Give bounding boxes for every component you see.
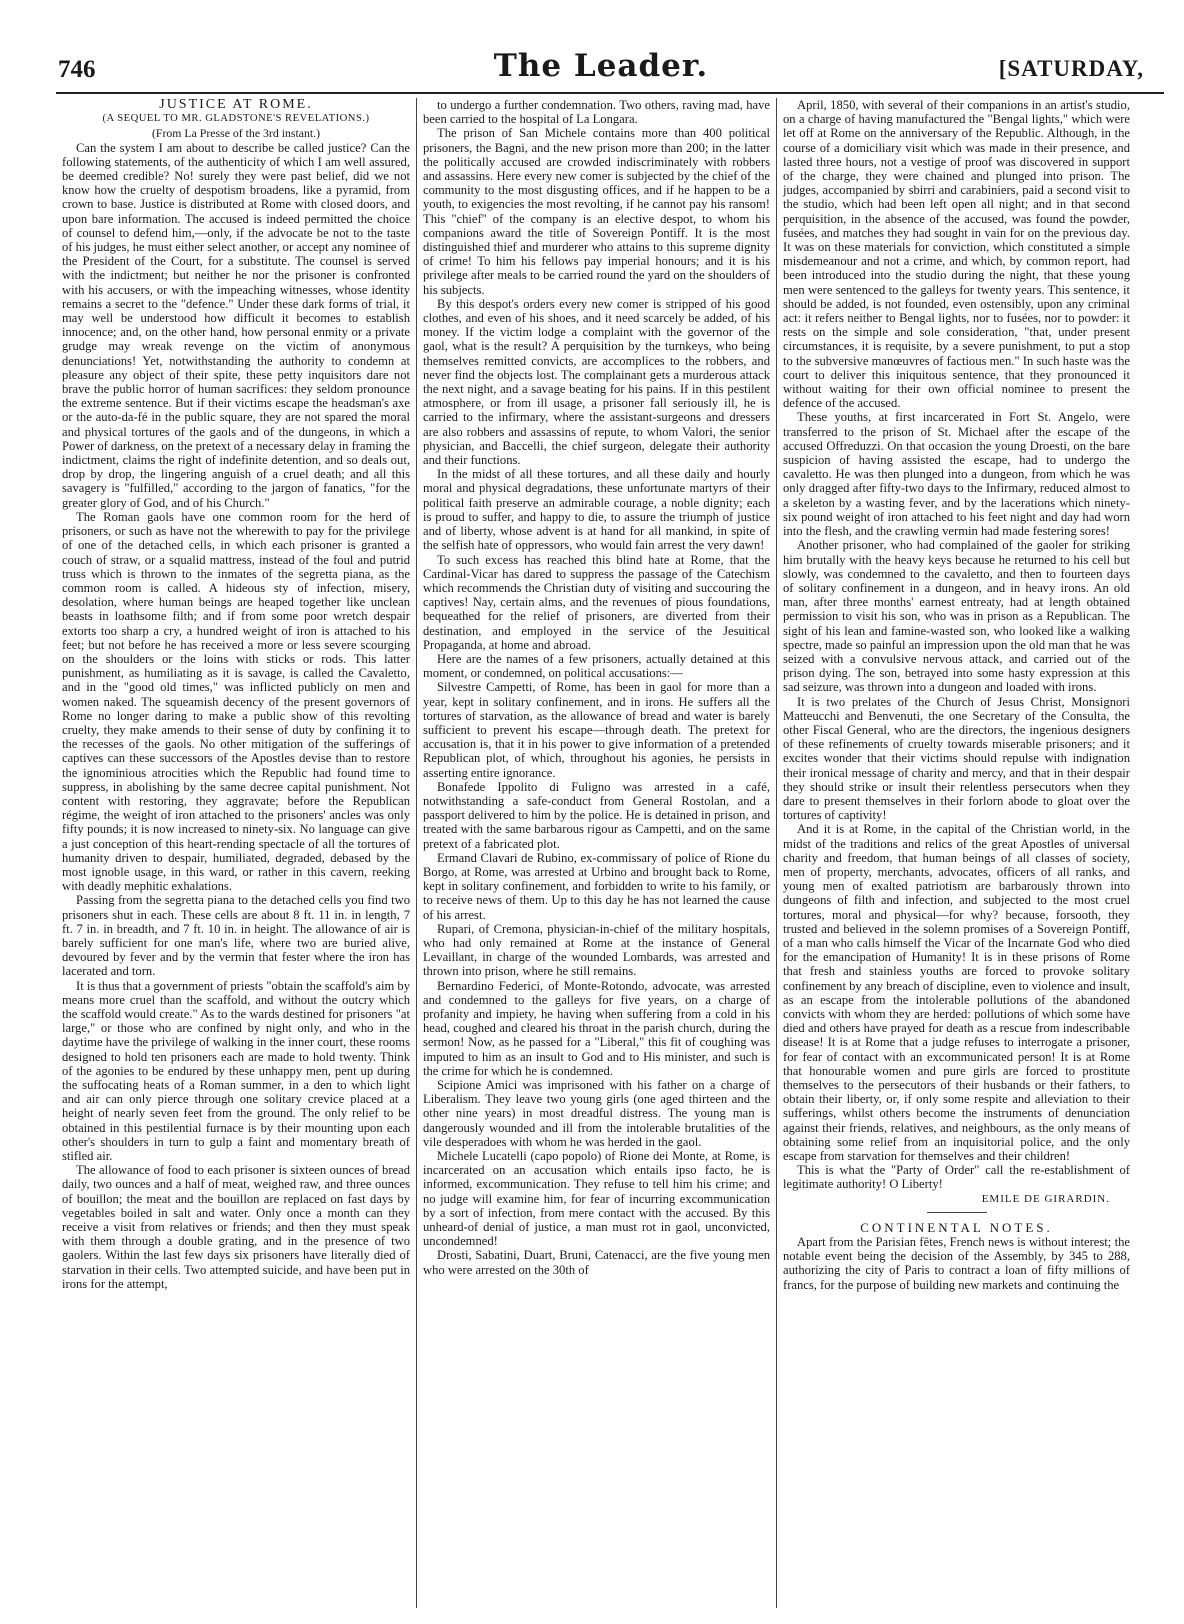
paragraph: This is what the "Party of Order" call the re-establishment of legitimate authority! O Liberty! (783, 1163, 1130, 1192)
paragraph: Bonafede Ippolito di Fuligno was arrested in a café, notwithstanding a safe-conduct from General Rostolan, and a passport delivered to him by the police. He is detained in prison, and treated with the same barbarous rigour as Campetti, and on the same pretext of a fabricated plot. (423, 779, 770, 851)
article-columns (56, 98, 1164, 1608)
paragraph: Can the system I am about to describe be called justice? Can the following statements, of the authenticity of which I am well assured, be deemed credible? No! surely they were past belief, did we not know how the cruelty of despotism broadens, like a pyramid, from crown to base. Justice is distributed at Rome with closed doors, and upon bare information. The accused is indeed permitted the choice of counsel to defend him,—only, if the advocate be not to the taste of his judges, he must either select another, or accept any nominee of the President of the Court, for a substitute. The counsel is served with the indictment; but neither he nor the prisoner is confronted with his accusers, or with the impeaching witnesses, whose identity remains a secret to the "defence." Under these dark forms of trial, it may well be understood how difficult it becomes to establish innocence; and, on the other hand, how personal enmity or a private grudge may wreak revenge on the victim of anonymous denunciations! Yet, notwithstanding the authority to condemn at pleasure any object of their spite, these petty inquisitors dare not brave the public horror of human sacrifices: they seldom pronounce the extreme sentence. But if their victims escape the headsman's axe or the auto-da-fé in the public square, they are not spared the moral and physical tortures of the gaols and of the dungeons, in which a Power of darkness, on the pretext of a necessary delay in framing the indictment, claims the right of indefinite detention, and so deals out, drop by drop, the lingering anguish of a cruel death; and all this savagery is "fulfilled," according to the jargon of fanatics, "for the greater glory of God, and of his Church." (62, 140, 410, 510)
paragraph: It is two prelates of the Church of Jesus Christ, Monsignori Matteucchi and Benvenuti, the one Secretary of the Consulta, the other Fiscal General, who are the directors, the ingenious designers of these refinements of cruelty towards miserable prisoners; and it excites wonder that their victims should repulse with indignation their ironical message of charity and mercy, and that in their despair they should strike or insult their relentless persecutors when they dare to present themselves in their forlorn abode to gloat over the tortures of captivity! (783, 694, 1130, 823)
newspaper-title: The Leader. (493, 48, 709, 84)
section-divider (927, 1212, 987, 1213)
column-3 (776, 98, 1136, 1608)
page-number: 746 (58, 56, 96, 83)
paragraph: Here are the names of a few prisoners, actually detained at this moment, or condemned, on political accusations:— (423, 651, 770, 681)
paragraph: And it is at Rome, in the capital of the Christian world, in the midst of the traditions and relics of the great Apostles of universal charity and freedom, that human beings of all classes of society, men of property, merchants, advocates, officers of all ranks, and young men of exalted patriotism are barbarously thrown into dungeons of filth and infection, and subjected to the most cruel tortures, moral and physical—for why? because, forsooth, they trusted and believed in the solemn promises of a Sovereign Pontiff, of a man who calls himself the Vicar of the Incarnate God who died for the emancipation of Humanity! It is in these prisons of Rome that fresh and stainless youths are forced to provoke solitary confinement by any breach of discipline, even to violence and insult, as an escape from the intolerable pollutions of the abandoned convicts with whom they are herded: pollutions of which some have died and others have prayed for death as a rescue from indescribable disease! It is at Rome that a judge refuses to interrogate a prisoner, for fear of contact with an excommunicated person! It is at Rome that honourable women and pure girls are forced to prostitute themselves to the persecutors of their husbands or their fathers, to obtain their liberty, or, if only some respite and alleviation to their sufferings, whilst others become the instruments of denunciation against their friends, relatives, and neighbours, as the only means of obtaining some relief from an inquisitorial police, and the only escape from starvation for themselves and their children! (783, 822, 1130, 1164)
issue-day: [SATURDAY, (998, 56, 1144, 81)
paragraph: These youths, at first incarcerated in Fort St. Angelo, were transferred to the prison of St. Michael after the escape of the accused Offreduzzi. On that occasion the young Droesti, on the bare suspicion of having assisted the escape, had to undergo the cavaletto. He was then plunged into a dungeon, from which he was only dragged after fifty-two days to the Infirmary, reduced almost to a skeleton by a wasting fever, and by the lacerations which ninety-six pound weight of iron attached to his feet night and day had worn into the flesh, and the crawling vermin had made festering sores! (783, 410, 1130, 539)
paragraph: Michele Lucatelli (capo popolo) of Rione dei Monte, at Rome, is incarcerated on an accusation which entails ipso facto, he is informed, excommunication. They refuse to tell him his crime; and no judge will examine him, for fear of incurring excommunication by a sort of infection, from mere contact with the accused. By this unheard-of denial of justice, a man must rot in gaol, unconvicted, uncondemned! (423, 1149, 770, 1249)
paragraph: April, 1850, with several of their companions in an artist's studio, on a charge of having manufactured the "Bengal lights," which were let off at Rome on the anniversary of the Republic. Although, in the course of a domiciliary visit which was made in their presence, and lasted three hours, not a vestige of proof was discovered in support of the charge, they were chained and plunged into prison. The judges, accompanied by sbirri and carabiniers, paid a second visit to the studio, which had been left open all night; and in that second perquisition, in the absence of the accused, was found the powder, fusées, and matches they had sought in vain for on the previous day. It was on these materials for conviction, which constituted a simple misdemeanour and not a crime, and which, by common report, had been introduced into the studio during the night, that these young men were sentenced to the galleys for twenty years. This sentence, it should be added, is not founded, even ostensibly, upon any criminal act: it refers neither to Bengal lights, nor to fusées, nor to powder: it rests on the simple and sole consideration, "that, under present circumstances, it is requisite, by a severe punishment, to put a stop to the subversive manœuvres of factious men." In such haste was the court to deliver this iniquitous sentence, that they pronounced it without waiting for their own official nominee to present the defence of the accused. (783, 98, 1130, 411)
paragraph: Ermand Clavari de Rubino, ex-commissary of police of Rione du Borgo, at Rome, was arrested at Urbino and brought back to Rome, kept in solitary confinement, and forbidden to write to his family, or to receive news of them. Up to this day he has not learned the cause of his arrest. (423, 850, 770, 922)
paragraph: Drosti, Sabatini, Duart, Bruni, Catenacci, are the five young men who were arrested on the 30th of (423, 1248, 770, 1277)
paragraph: By this despot's orders every new comer is stripped of his good clothes, and even of his shoes, and it need scarcely be added, of his money. If the victim lodge a complaint with the governor of the gaol, what is the result? A perquisition by the turnkeys, who being themselves remitted convicts, are accomplices to the robbers, and never find the objects lost. The complainant gets a murderous attack the next night, and a savage beating for his pains. If in this pestilent atmosphere, or from ill usage, a prisoner fall seriously ill, he is carried to the infirmary, where the assistant-surgeons and dressers are also robbers and assassins of repute, to whom Valori, the senior physician, and Baccelli, the chief surgeon, delegate their authority and their functions. (423, 296, 770, 468)
article-signature: EMILE DE GIRARDIN. (981, 1192, 1110, 1205)
paragraph: Another prisoner, who had complained of the gaoler for striking him brutally with the heavy keys because he returned to his cell but slowly, was condemned to the cavaletto, and then to fourteen days of solitary confinement in a dungeon, and in heavy irons. An old man, after three months' earnest entreaty, had at length obtained permission to visit his son, who was in prison as a Republican. The sight of his lean and famine-wasted son, who looked like a walking spectre, made so painful an impression upon the old man that he was seized with a convulsive nervous attack, and carried out of the prison dying. The son, betrayed into some hasty expression at this sad seizure, was thrown into a dungeon and loaded with irons. (783, 538, 1130, 695)
paragraph: To such excess has reached this blind hate at Rome, that the Cardinal-Vicar has dared to suppress the passage of the Catechism which recommends the Christian duty of visiting and succouring the captives! Nay, certain alms, and the revenues of pious foundations, bequeathed for the relief of prisoners, are diverted from their destination, and employed in the service of the Jesuitical Propaganda, at home and abroad. (423, 552, 770, 652)
article-heading: JUSTICE AT ROME. (159, 98, 313, 112)
paragraph: Passing from the segretta piana to the detached cells you find two prisoners shut in each. These cells are about 8 ft. 11 in. in length, 7 ft. 7 in. in breadth, and 7 ft. 10 in. in height. The allowance of air is barely sufficient for one man's life, where two are buried alive, devoured by fever and by the vermin that fester where the iron has lacerated and torn. (62, 893, 410, 979)
paragraph: Apart from the Parisian fêtes, French news is without interest; the notable event being the decision of the Assembly, by 345 to 288, authorizing the city of Paris to contract a loan of fifty millions of francs, for the purpose of building new markets and continuing the (783, 1235, 1130, 1292)
paragraph: It is thus that a government of priests "obtain the scaffold's aim by means more cruel than the scaffold, and without the outcry which the scaffold would create." As to the wards destined for prisoners "at large," or those who are confined by night only, and who in the daytime have the privilege of walking in the inner court, these rooms designed to hold ten prisoners each are made to hold twenty. Think of the agonies to be endured by these unhappy men, pent up during the suffocating heats of a Roman summer, in a den to which light and air can only pierce through one solitary crevice placed at a height of nearly seven feet from the ground. The only relief to be obtained in this pestilential furnace is by their mounting upon each other's shoulders in turn to gulp a faint and momentary breath of stifled air. (62, 978, 410, 1164)
paragraph: In the midst of all these tortures, and all these daily and hourly moral and physical degradations, these unfortunate martyrs of their political faith preserve an admirable courage, a noble dignity; each is proud to suffer, and happy to die, to assure the triumph of justice and of liberty, whose advent is at hand for all mankind, in spite of the selfish hate of oppressors, who would fain arrest the very dawn! (423, 467, 770, 553)
paragraph: The prison of San Michele contains more than 400 political prisoners, the Bagni, and the new prison more than 200; in the latter the politically accused are crowded indiscriminately with robbers and assassins. Here every new comer is subjected by the chief of the community to the most disgusting offices, and if he happen to be a youth, to exigencies the most revolting, if he cannot pay his ransom! This "chief" of the company is an elective despot, to whom his companions award the title of Sovereign Pontiff. It is the most distinguished thief and murderer who attains to this supreme dignity of crime! To him his fellows pay imperial honours; and it is his privilege after meals to be carried round the yard on the shoulders of his subjects. (423, 126, 770, 297)
paragraph: to undergo a further condemnation. Two others, raving mad, have been carried to the hospital of La Longara. (423, 98, 770, 127)
paragraph: The allowance of food to each prisoner is sixteen ounces of bread daily, two ounces and a half of meat, weighed raw, and three ounces of bouillon; the meat and the bouillon are replaced on fast days by vegetables boiled in salt and water. Only once a month can they receive a visit from relatives or friends; and then they must speak with them through a double grating, and in the presence of two gaolers. Within the last few days six prisoners have literally died of starvation in their cells. Two attempted suicide, and have been put in irons for the attempt, (62, 1163, 410, 1291)
article-subheading: (A SEQUEL TO MR. GLADSTONE'S REVELATIONS.) (102, 113, 370, 125)
continental-notes-heading: CONTINENTAL NOTES. (860, 1219, 1053, 1235)
paragraph: Bernardino Federici, of Monte-Rotondo, advocate, was arrested and condemned to the galleys for five years, on a charge of profanity and impiety, he having when suffering from a cold in his head, coughed and cleared his throat in the parish church, during the sermon! Now, as he passed for a "Liberal," this fit of coughing was imputed to him as an insult to God and to His minister, and such is the crime for which he is condemned. (423, 978, 770, 1078)
paragraph: The Roman gaols have one common room for the herd of prisoners, or such as have not the wherewith to pay for the privilege of one of the detached cells, in which each prisoner is granted a couch of straw, or a squalid mattress, instead of the foul and putrid truss which is thrown to the inmates of the segretta piana, as the common room is called. A hideous sty of infection, misery, desolation, where human beings are heaped together like unclean beasts in loathsome filth; and if from some poor wretch despair extorts too sharp a cry, a hundred weight of iron is attached to his feet; but not before he has received a more or less severe scourging on the shoulders or the loins with sticks or rods. This latter punishment, as humiliating as it is savage, is called the Cavaletto, and in the "good old times," was inflicted publicly on men and women naked. The squeamish decency of the present governors of Rome no longer daring to make a public show of this revolting cruelty, they make amends to their sense of duty by confining it to the recesses of the gaols. No other mitigation of the sufferings of captives can these successors of the Apostles devise than to restore the ignominious atrocities which the Republic had found time to suppress, in abolishing by the same decree capital punishment. Not content with restoring, they aggravate; before the Republican régime, the weight of iron attached to the prisoners' ancles was only fifty pounds; it is now increased to ninety-six. No language can give a just conception of this heart-rending spectacle of all the tortures of humanity driven to despair, humiliated, degraded, debased by the most ignoble usage, in this ward, or rather in this cavern, reeking with deadly mephitic exhalations. (62, 509, 410, 894)
masthead-rule (56, 92, 1164, 94)
column-2 (416, 98, 776, 1608)
paragraph: Silvestre Campetti, of Rome, has been in gaol for more than a year, kept in solitary confinement, and in irons. He suffers all the tortures of starvation, as the allowance of bread and water is barely sufficient to prevent his escape—through death. The pretext for accusation is, that it in his power to give information of a pretended Republican plot, of which, throughout his agonies, he persists in asserting entire ignorance. (423, 680, 770, 780)
column-1 (56, 98, 416, 1608)
masthead (38, 48, 1164, 92)
paragraph: Scipione Amici was imprisoned with his father on a charge of Liberalism. They leave two young girls (one aged thirteen and the other nine years) in most dreadful distress. The young man is dangerously wounded and ill from the intolerable brutalities of the vile desperadoes with whom he was herded in the gaol. (423, 1078, 770, 1149)
paragraph: Rupari, of Cremona, physician-in-chief of the military hospitals, who had only remained at Rome at the instance of General Levaillant, in charge of the wounded Lombards, was arrested and thrown into prison, where he still remains. (423, 921, 770, 979)
article-source: (From La Presse of the 3rd instant.) (151, 126, 321, 141)
